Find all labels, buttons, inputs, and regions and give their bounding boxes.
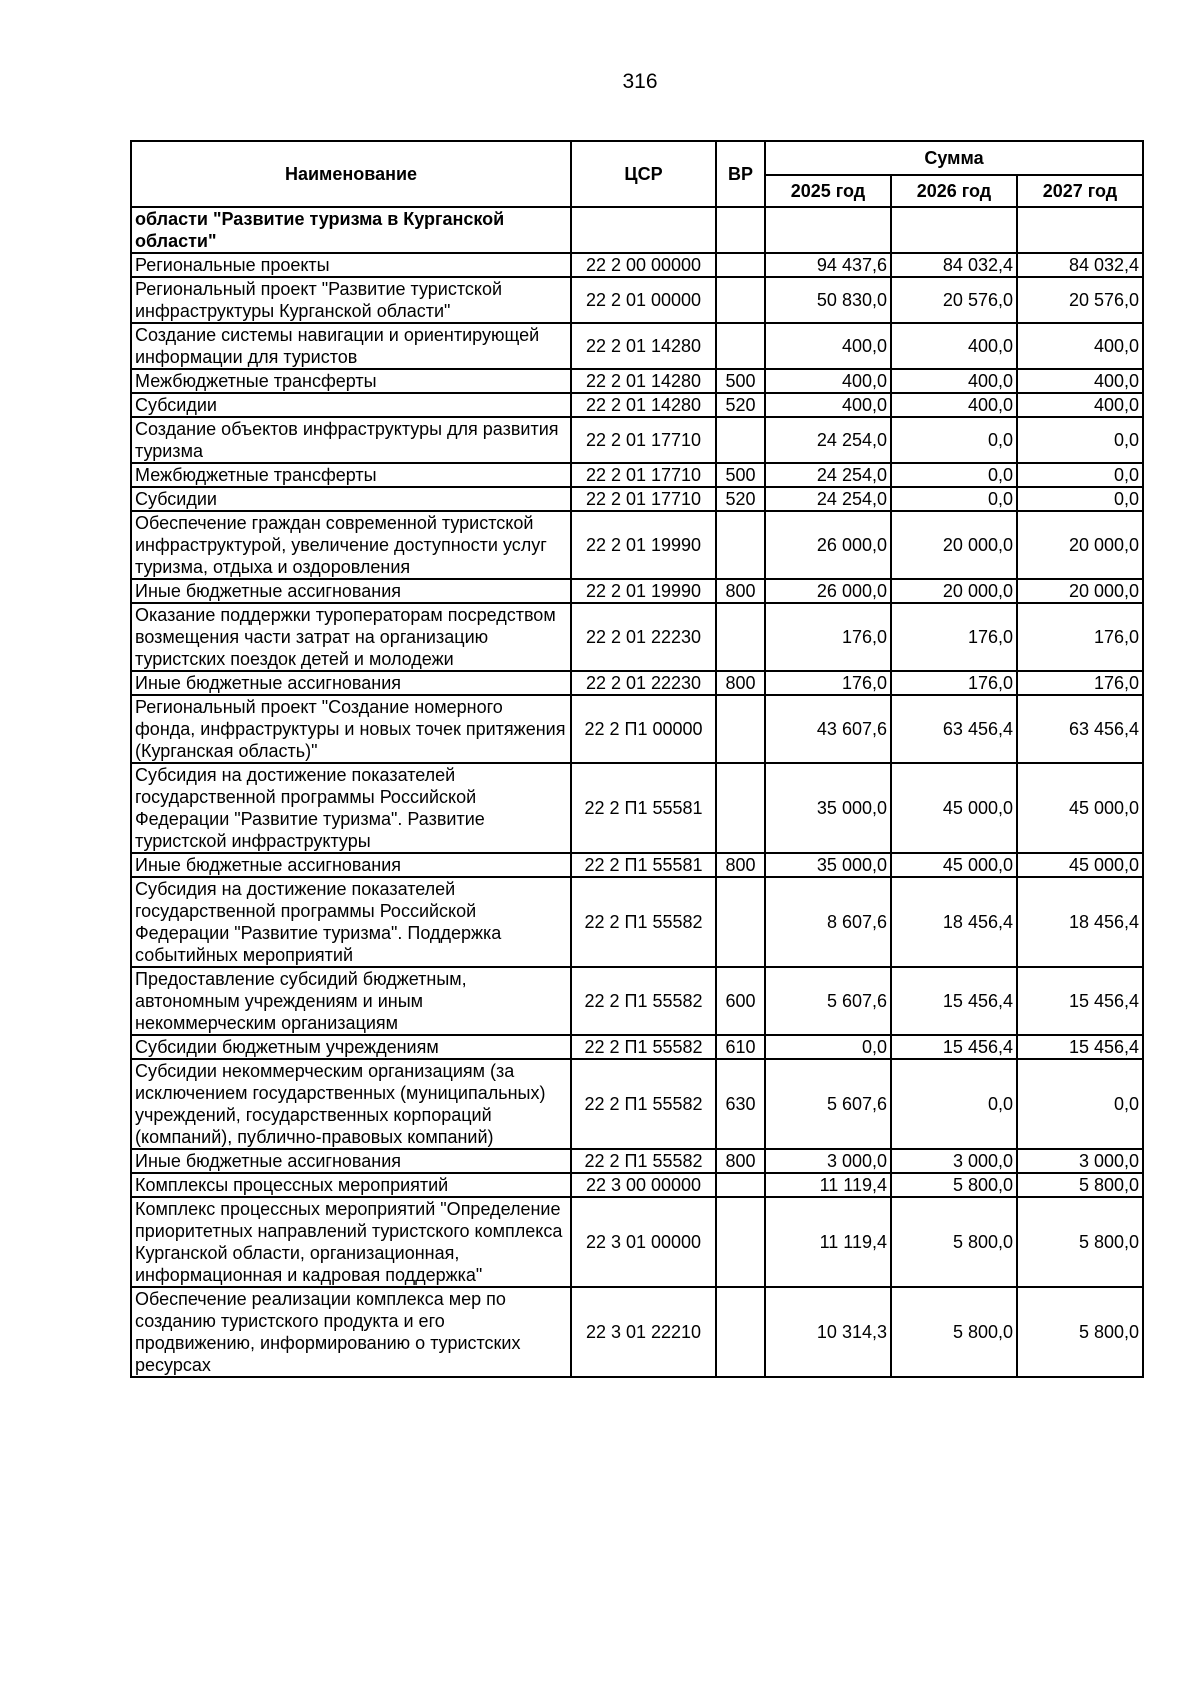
header-vr: ВР	[716, 141, 765, 207]
table-header	[131, 141, 1143, 207]
row-vr: 500	[716, 463, 765, 487]
row-sum-2027: 45 000,0	[1017, 763, 1143, 853]
row-sum-2026: 15 456,4	[891, 967, 1017, 1035]
row-name: Создание объектов инфраструктуры для развития туризма	[131, 417, 571, 463]
table-row	[131, 323, 1143, 369]
row-csr: 22 2 01 22230	[571, 671, 716, 695]
row-vr	[716, 1287, 765, 1377]
row-sum-2026: 0,0	[891, 417, 1017, 463]
row-vr	[716, 417, 765, 463]
row-csr: 22 3 01 00000	[571, 1197, 716, 1287]
row-sum-2025: 0,0	[765, 1035, 891, 1059]
row-name: Субсидия на достижение показателей государственной программы Российской Федерации "Развитие туризма". Поддержка событийных мероприятий	[131, 877, 571, 967]
row-name: Субсидии	[131, 487, 571, 511]
row-name: Региональные проекты	[131, 253, 571, 277]
row-sum-2026: 0,0	[891, 1059, 1017, 1149]
row-sum-2027: 15 456,4	[1017, 967, 1143, 1035]
row-name: Субсидии	[131, 393, 571, 417]
table-row	[131, 487, 1143, 511]
row-vr	[716, 323, 765, 369]
table-row	[131, 369, 1143, 393]
header-2027: 2027 год	[1017, 175, 1143, 207]
row-csr	[571, 207, 716, 253]
row-csr: 22 2 П1 55581	[571, 763, 716, 853]
table-row	[131, 1035, 1143, 1059]
row-sum-2025: 26 000,0	[765, 511, 891, 579]
row-sum-2026: 20 000,0	[891, 511, 1017, 579]
row-sum-2027: 176,0	[1017, 671, 1143, 695]
row-sum-2026: 15 456,4	[891, 1035, 1017, 1059]
table-row	[131, 967, 1143, 1035]
row-sum-2025: 8 607,6	[765, 877, 891, 967]
table-row	[131, 853, 1143, 877]
row-sum-2026: 20 576,0	[891, 277, 1017, 323]
row-csr: 22 2 01 17710	[571, 487, 716, 511]
row-name: Создание системы навигации и ориентирующей информации для туристов	[131, 323, 571, 369]
row-csr: 22 2 01 14280	[571, 323, 716, 369]
row-sum-2027: 0,0	[1017, 1059, 1143, 1149]
row-vr	[716, 603, 765, 671]
row-name: Межбюджетные трансферты	[131, 369, 571, 393]
row-sum-2026: 400,0	[891, 323, 1017, 369]
row-sum-2027	[1017, 207, 1143, 253]
row-sum-2027: 5 800,0	[1017, 1197, 1143, 1287]
row-sum-2026: 3 000,0	[891, 1149, 1017, 1173]
header-name: Наименование	[131, 141, 571, 207]
row-vr	[716, 277, 765, 323]
table-row	[131, 877, 1143, 967]
row-sum-2025: 24 254,0	[765, 463, 891, 487]
table-row	[131, 1197, 1143, 1287]
row-vr: 800	[716, 1149, 765, 1173]
row-csr: 22 2 01 17710	[571, 463, 716, 487]
row-vr: 520	[716, 393, 765, 417]
row-sum-2025: 5 607,6	[765, 967, 891, 1035]
row-vr	[716, 207, 765, 253]
row-vr	[716, 763, 765, 853]
row-name: Обеспечение реализации комплекса мер по созданию туристского продукта и его продвижению, информированию о туристских ресурсах	[131, 1287, 571, 1377]
row-sum-2026: 63 456,4	[891, 695, 1017, 763]
row-csr: 22 2 01 17710	[571, 417, 716, 463]
row-name: Субсидии некоммерческим организациям (за исключением государственных (муниципальных) учреждений, государственных корпораций (компаний), публично-правовых компаний)	[131, 1059, 571, 1149]
row-sum-2027: 20 576,0	[1017, 277, 1143, 323]
row-sum-2026: 5 800,0	[891, 1287, 1017, 1377]
row-sum-2027: 18 456,4	[1017, 877, 1143, 967]
row-csr: 22 2 П1 55582	[571, 1149, 716, 1173]
row-sum-2027: 45 000,0	[1017, 853, 1143, 877]
row-sum-2027: 0,0	[1017, 487, 1143, 511]
table-row	[131, 253, 1143, 277]
row-sum-2027: 400,0	[1017, 369, 1143, 393]
row-name: Межбюджетные трансферты	[131, 463, 571, 487]
row-vr: 800	[716, 579, 765, 603]
row-sum-2027: 20 000,0	[1017, 579, 1143, 603]
row-name: Предоставление субсидий бюджетным, автономным учреждениям и иным некоммерческим организациям	[131, 967, 571, 1035]
row-sum-2026: 45 000,0	[891, 853, 1017, 877]
row-name: Иные бюджетные ассигнования	[131, 1149, 571, 1173]
row-sum-2025: 24 254,0	[765, 417, 891, 463]
row-sum-2025: 35 000,0	[765, 853, 891, 877]
table-row	[131, 393, 1143, 417]
row-vr	[716, 695, 765, 763]
row-vr	[716, 1173, 765, 1197]
row-sum-2025: 400,0	[765, 323, 891, 369]
header-csr: ЦСР	[571, 141, 716, 207]
row-sum-2026: 45 000,0	[891, 763, 1017, 853]
row-sum-2025: 94 437,6	[765, 253, 891, 277]
row-csr: 22 2 П1 55582	[571, 967, 716, 1035]
row-csr: 22 2 П1 55581	[571, 853, 716, 877]
table-row	[131, 417, 1143, 463]
row-sum-2027: 0,0	[1017, 463, 1143, 487]
row-sum-2027: 20 000,0	[1017, 511, 1143, 579]
header-sum: Сумма	[765, 141, 1143, 175]
row-sum-2026: 5 800,0	[891, 1173, 1017, 1197]
row-sum-2027: 5 800,0	[1017, 1173, 1143, 1197]
row-sum-2025: 11 119,4	[765, 1173, 891, 1197]
row-sum-2026	[891, 207, 1017, 253]
row-csr: 22 2 П1 55582	[571, 1059, 716, 1149]
row-vr: 800	[716, 853, 765, 877]
row-sum-2025	[765, 207, 891, 253]
row-sum-2026: 400,0	[891, 393, 1017, 417]
table-row	[131, 277, 1143, 323]
row-sum-2027: 3 000,0	[1017, 1149, 1143, 1173]
row-sum-2027: 176,0	[1017, 603, 1143, 671]
row-name: Региональный проект "Создание номерного фонда, инфраструктуры и новых точек притяжения (Курганская область)"	[131, 695, 571, 763]
row-sum-2027: 84 032,4	[1017, 253, 1143, 277]
table-body	[131, 207, 1143, 1377]
table-row	[131, 1059, 1143, 1149]
table-row	[131, 695, 1143, 763]
row-csr: 22 2 01 14280	[571, 369, 716, 393]
row-name: Иные бюджетные ассигнования	[131, 853, 571, 877]
table-row	[131, 1149, 1143, 1173]
row-name: Иные бюджетные ассигнования	[131, 671, 571, 695]
table-row	[131, 511, 1143, 579]
row-vr: 610	[716, 1035, 765, 1059]
row-name: Комплекс процессных мероприятий "Определение приоритетных направлений туристского комплекса Курганской области, организационная, информационная и кадровая поддержка"	[131, 1197, 571, 1287]
row-vr: 520	[716, 487, 765, 511]
row-csr: 22 2 П1 00000	[571, 695, 716, 763]
table-row	[131, 603, 1143, 671]
row-sum-2025: 26 000,0	[765, 579, 891, 603]
row-vr: 500	[716, 369, 765, 393]
row-name: Субсидия на достижение показателей государственной программы Российской Федерации "Развитие туризма". Развитие туристской инфраструктуры	[131, 763, 571, 853]
row-sum-2026: 84 032,4	[891, 253, 1017, 277]
budget-table	[130, 140, 1144, 1378]
row-csr: 22 3 01 22210	[571, 1287, 716, 1377]
row-sum-2027: 400,0	[1017, 323, 1143, 369]
row-name: Субсидии бюджетным учреждениям	[131, 1035, 571, 1059]
row-sum-2025: 176,0	[765, 603, 891, 671]
table-row	[131, 1173, 1143, 1197]
row-sum-2025: 35 000,0	[765, 763, 891, 853]
row-csr: 22 2 01 22230	[571, 603, 716, 671]
row-name: Региональный проект "Развитие туристской инфраструктуры Курганской области"	[131, 277, 571, 323]
row-sum-2027: 63 456,4	[1017, 695, 1143, 763]
row-sum-2026: 5 800,0	[891, 1197, 1017, 1287]
row-name: Комплексы процессных мероприятий	[131, 1173, 571, 1197]
row-vr: 800	[716, 671, 765, 695]
table-row	[131, 671, 1143, 695]
table-row	[131, 463, 1143, 487]
row-vr: 600	[716, 967, 765, 1035]
row-name: области "Развитие туризма в Курганской области"	[131, 207, 571, 253]
row-vr	[716, 1197, 765, 1287]
row-sum-2026: 0,0	[891, 487, 1017, 511]
row-sum-2025: 50 830,0	[765, 277, 891, 323]
row-name: Иные бюджетные ассигнования	[131, 579, 571, 603]
table-row	[131, 1287, 1143, 1377]
row-sum-2026: 176,0	[891, 603, 1017, 671]
row-sum-2027: 15 456,4	[1017, 1035, 1143, 1059]
row-csr: 22 2 П1 55582	[571, 1035, 716, 1059]
row-sum-2026: 176,0	[891, 671, 1017, 695]
row-sum-2025: 400,0	[765, 369, 891, 393]
row-vr: 630	[716, 1059, 765, 1149]
row-sum-2027: 0,0	[1017, 417, 1143, 463]
row-sum-2026: 20 000,0	[891, 579, 1017, 603]
row-sum-2027: 400,0	[1017, 393, 1143, 417]
row-sum-2025: 24 254,0	[765, 487, 891, 511]
row-sum-2025: 11 119,4	[765, 1197, 891, 1287]
row-name: Обеспечение граждан современной туристской инфраструктурой, увеличение доступности услуг туризма, отдыха и оздоровления	[131, 511, 571, 579]
table-row	[131, 763, 1143, 853]
row-sum-2025: 5 607,6	[765, 1059, 891, 1149]
row-sum-2025: 43 607,6	[765, 695, 891, 763]
row-csr: 22 3 00 00000	[571, 1173, 716, 1197]
row-sum-2025: 3 000,0	[765, 1149, 891, 1173]
row-sum-2026: 18 456,4	[891, 877, 1017, 967]
row-csr: 22 2 01 14280	[571, 393, 716, 417]
row-sum-2025: 176,0	[765, 671, 891, 695]
row-name: Оказание поддержки туроператорам посредством возмещения части затрат на организацию туристских поездок детей и молодежи	[131, 603, 571, 671]
row-csr: 22 2 01 00000	[571, 277, 716, 323]
header-2025: 2025 год	[765, 175, 891, 207]
row-csr: 22 2 П1 55582	[571, 877, 716, 967]
page-number: 316	[622, 70, 658, 93]
row-vr	[716, 511, 765, 579]
row-sum-2025: 400,0	[765, 393, 891, 417]
row-sum-2026: 0,0	[891, 463, 1017, 487]
row-sum-2025: 10 314,3	[765, 1287, 891, 1377]
row-vr	[716, 253, 765, 277]
row-csr: 22 2 01 19990	[571, 511, 716, 579]
row-sum-2026: 400,0	[891, 369, 1017, 393]
row-vr	[716, 877, 765, 967]
row-sum-2027: 5 800,0	[1017, 1287, 1143, 1377]
row-csr: 22 2 00 00000	[571, 253, 716, 277]
header-2026: 2026 год	[891, 175, 1017, 207]
table-row	[131, 207, 1143, 253]
table-row	[131, 579, 1143, 603]
row-csr: 22 2 01 19990	[571, 579, 716, 603]
